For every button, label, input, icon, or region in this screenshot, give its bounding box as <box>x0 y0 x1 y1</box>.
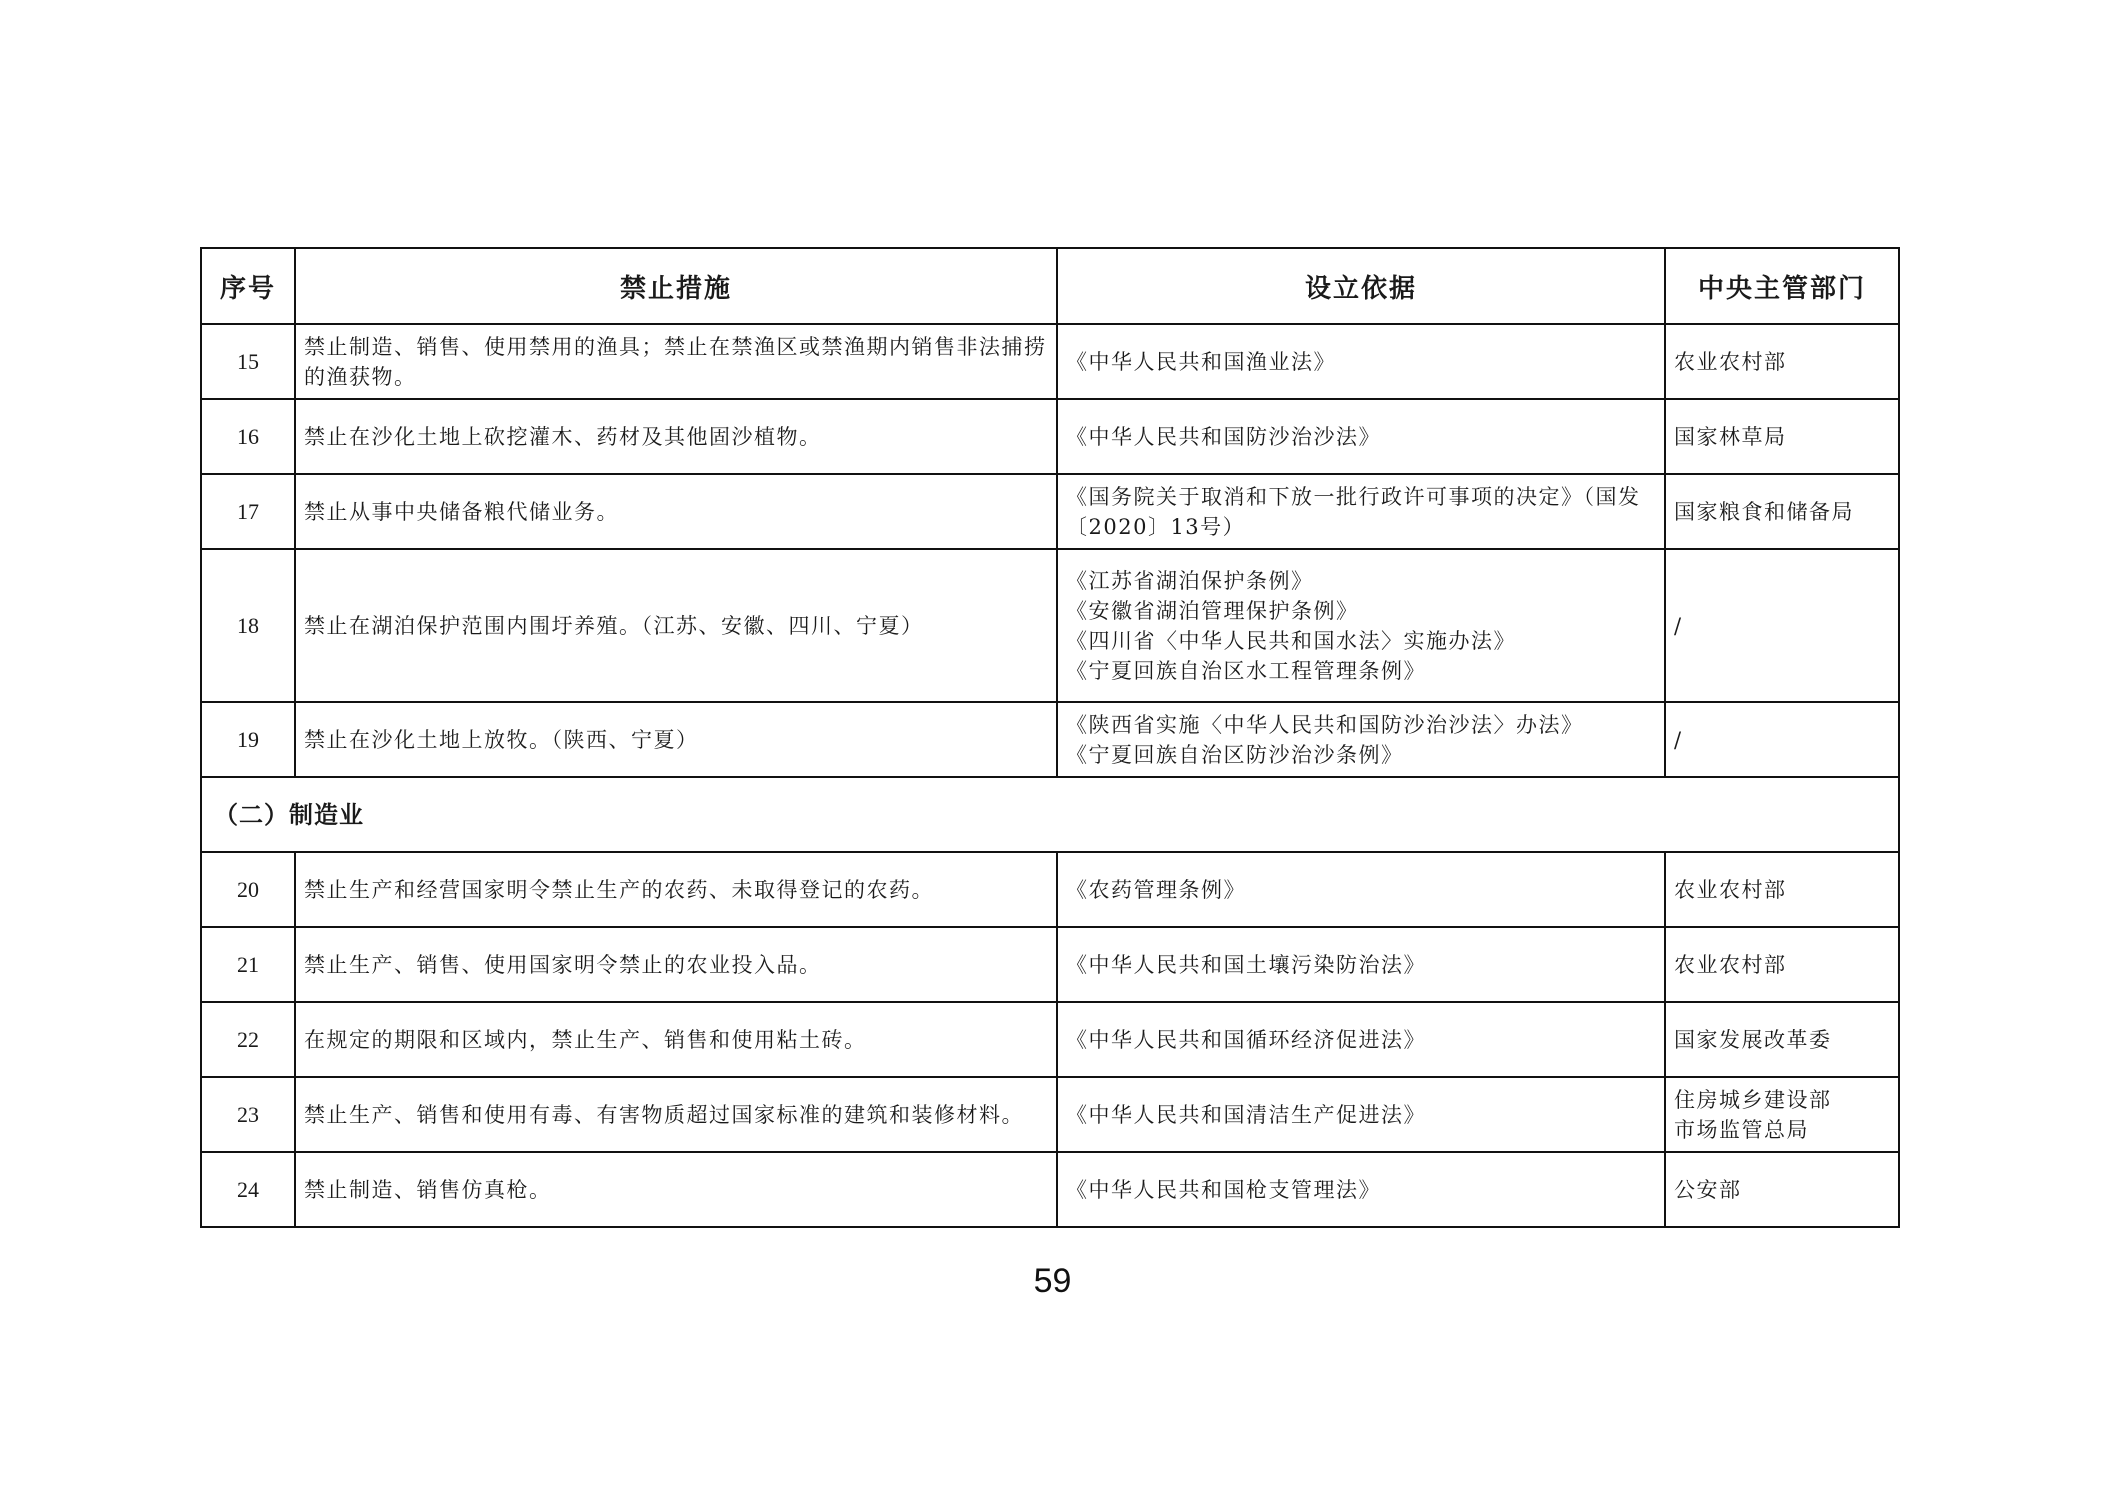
legal-basis-line: 《四川省〈中华人民共和国水法〉实施办法》 <box>1066 628 1516 653</box>
row-legal-basis <box>1057 927 1665 1002</box>
header-serial-number: 序号 <box>201 248 295 324</box>
table-body-before-section <box>201 324 1899 777</box>
row-legal-basis <box>1057 702 1665 777</box>
legal-basis-line: 《中华人民共和国土壤污染防治法》 <box>1066 952 1426 977</box>
row-central-department <box>1665 852 1899 927</box>
table-row <box>201 324 1899 399</box>
header-prohibition-measure: 禁止措施 <box>295 248 1057 324</box>
row-central-department <box>1665 399 1899 474</box>
legal-basis-line: 《中华人民共和国防沙治沙法》 <box>1066 424 1381 449</box>
legal-basis-line: 《安徽省湖泊管理保护条例》 <box>1066 598 1359 623</box>
legal-basis-line: 《国务院关于取消和下放一批行政许可事项的决定》（国发〔2020〕13号） <box>1066 484 1641 539</box>
row-central-department <box>1665 702 1899 777</box>
legal-basis-line: 《宁夏回族自治区防沙治沙条例》 <box>1066 742 1404 767</box>
row-legal-basis <box>1057 474 1665 549</box>
row-serial-number: 16 <box>201 399 295 474</box>
row-legal-basis <box>1057 1002 1665 1077</box>
row-prohibition-measure: 禁止生产、销售和使用有毒、有害物质超过国家标准的建筑和装修材料。 <box>295 1077 1057 1152</box>
row-central-department <box>1665 324 1899 399</box>
legal-basis-line: 《农药管理条例》 <box>1066 877 1246 902</box>
table-header-row <box>201 248 1899 324</box>
row-serial-number: 24 <box>201 1152 295 1227</box>
row-serial-number: 20 <box>201 852 295 927</box>
row-prohibition-measure: 禁止从事中央储备粮代储业务。 <box>295 474 1057 549</box>
row-central-department <box>1665 474 1899 549</box>
row-prohibition-measure: 禁止生产、销售、使用国家明令禁止的农业投入品。 <box>295 927 1057 1002</box>
legal-basis-line: 《陕西省实施〈中华人民共和国防沙治沙法〉办法》 <box>1066 712 1584 737</box>
department-line: 国家林草局 <box>1674 424 1787 449</box>
department-line: / <box>1674 613 1683 638</box>
legal-basis-line: 《中华人民共和国清洁生产促进法》 <box>1066 1102 1426 1127</box>
department-line: 国家发展改革委 <box>1674 1027 1832 1052</box>
row-serial-number: 18 <box>201 549 295 702</box>
row-legal-basis <box>1057 324 1665 399</box>
department-line: 住房城乡建设部 <box>1674 1087 1832 1112</box>
legal-basis-line: 《中华人民共和国渔业法》 <box>1066 349 1336 374</box>
department-line: / <box>1674 727 1683 752</box>
legal-basis-line: 《中华人民共和国枪支管理法》 <box>1066 1177 1381 1202</box>
table-row <box>201 702 1899 777</box>
table-row <box>201 1152 1899 1227</box>
row-prohibition-measure: 禁止在沙化土地上放牧。（陕西、宁夏） <box>295 702 1057 777</box>
row-serial-number: 22 <box>201 1002 295 1077</box>
header-legal-basis: 设立依据 <box>1057 248 1665 324</box>
row-prohibition-measure: 在规定的期限和区域内，禁止生产、销售和使用粘土砖。 <box>295 1002 1057 1077</box>
row-prohibition-measure: 禁止在沙化土地上砍挖灌木、药材及其他固沙植物。 <box>295 399 1057 474</box>
row-central-department <box>1665 927 1899 1002</box>
page-number: 59 <box>1033 1262 1072 1300</box>
row-serial-number: 21 <box>201 927 295 1002</box>
row-serial-number: 17 <box>201 474 295 549</box>
table-row <box>201 474 1899 549</box>
department-line: 市场监管总局 <box>1674 1117 1809 1142</box>
row-prohibition-measure: 禁止在湖泊保护范围内围圩养殖。（江苏、安徽、四川、宁夏） <box>295 549 1057 702</box>
table-section <box>201 777 1899 852</box>
prohibition-table <box>200 247 1900 1228</box>
row-central-department <box>1665 1002 1899 1077</box>
row-prohibition-measure: 禁止制造、销售仿真枪。 <box>295 1152 1057 1227</box>
section-row <box>201 777 1899 852</box>
department-line: 农业农村部 <box>1674 952 1787 977</box>
section-title: （二）制造业 <box>201 777 1899 852</box>
table-row <box>201 399 1899 474</box>
row-legal-basis <box>1057 852 1665 927</box>
row-prohibition-measure: 禁止生产和经营国家明令禁止生产的农药、未取得登记的农药。 <box>295 852 1057 927</box>
row-central-department <box>1665 1152 1899 1227</box>
department-line: 农业农村部 <box>1674 877 1787 902</box>
row-serial-number: 19 <box>201 702 295 777</box>
header-central-department: 中央主管部门 <box>1665 248 1899 324</box>
legal-basis-line: 《中华人民共和国循环经济促进法》 <box>1066 1027 1426 1052</box>
row-legal-basis <box>1057 1152 1665 1227</box>
row-legal-basis <box>1057 1077 1665 1152</box>
table-row <box>201 927 1899 1002</box>
table-body-after-section <box>201 852 1899 1227</box>
row-central-department <box>1665 549 1899 702</box>
department-line: 公安部 <box>1674 1177 1742 1202</box>
row-legal-basis <box>1057 549 1665 702</box>
table-row <box>201 1002 1899 1077</box>
department-line: 农业农村部 <box>1674 349 1787 374</box>
row-legal-basis <box>1057 399 1665 474</box>
table-row <box>201 1077 1899 1152</box>
row-serial-number: 23 <box>201 1077 295 1152</box>
row-prohibition-measure: 禁止制造、销售、使用禁用的渔具；禁止在禁渔区或禁渔期内销售非法捕捞的渔获物。 <box>295 324 1057 399</box>
table-row <box>201 549 1899 702</box>
legal-basis-line: 《江苏省湖泊保护条例》 <box>1066 568 1314 593</box>
department-line: 国家粮食和储备局 <box>1674 499 1854 524</box>
row-serial-number: 15 <box>201 324 295 399</box>
row-central-department <box>1665 1077 1899 1152</box>
table-row <box>201 852 1899 927</box>
legal-basis-line: 《宁夏回族自治区水工程管理条例》 <box>1066 658 1426 683</box>
